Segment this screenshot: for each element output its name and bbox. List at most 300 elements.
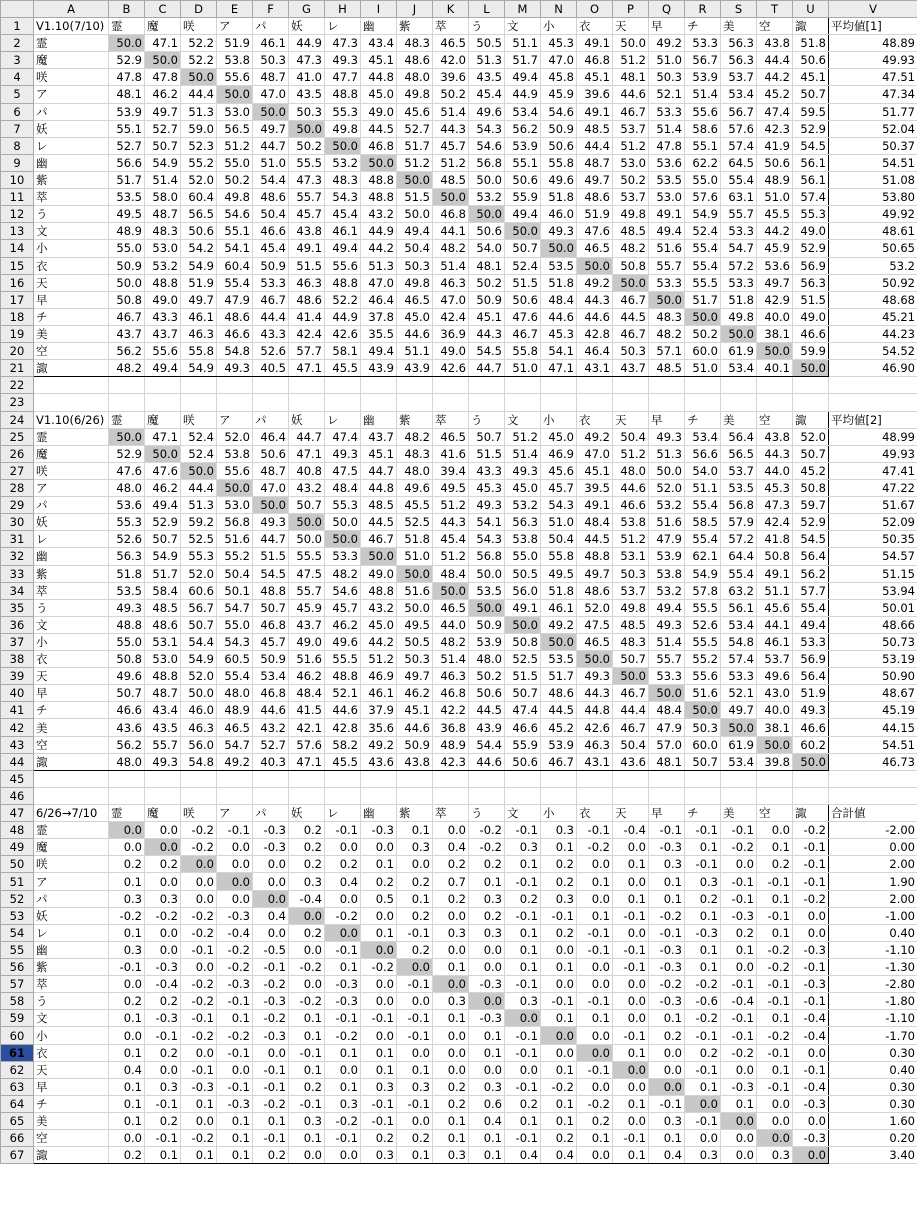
value-cell[interactable]: 0.4 [649,1147,685,1164]
value-cell[interactable]: -0.3 [145,1010,181,1027]
value-cell[interactable]: -0.1 [577,941,613,958]
summary-cell[interactable]: -1.30 [829,959,917,976]
value-cell[interactable]: -0.2 [109,907,145,924]
value-cell[interactable]: 42.9 [757,291,793,308]
value-cell[interactable]: 47.1 [541,360,577,377]
value-cell[interactable]: 49.3 [253,514,289,531]
column-header-P[interactable]: P [613,1,649,18]
value-cell[interactable]: 42.3 [757,120,793,137]
value-cell[interactable]: 56.5 [181,206,217,223]
value-cell[interactable]: 44.6 [577,308,613,325]
cell[interactable] [649,377,685,394]
value-cell[interactable]: 50.0 [361,154,397,171]
value-cell[interactable]: 40.1 [757,360,793,377]
value-cell[interactable]: -0.4 [145,976,181,993]
value-cell[interactable]: 0.0 [145,839,181,856]
value-cell[interactable]: -0.1 [217,1044,253,1061]
value-cell[interactable]: -0.2 [541,1078,577,1095]
value-cell[interactable]: 45.7 [253,633,289,650]
value-cell[interactable]: 47.4 [325,428,361,445]
cell[interactable] [217,394,253,411]
value-cell[interactable]: 0.4 [541,1147,577,1164]
value-cell[interactable]: 49.4 [505,69,541,86]
row-header[interactable]: 37 [1,633,34,650]
value-cell[interactable]: 0.0 [145,1061,181,1078]
value-cell[interactable]: 49.1 [289,240,325,257]
value-cell[interactable]: 0.1 [757,839,793,856]
value-cell[interactable]: 0.0 [505,1061,541,1078]
value-cell[interactable]: -0.1 [685,1027,721,1044]
summary-cell[interactable]: 44.23 [829,325,917,342]
value-cell[interactable]: 45.0 [361,86,397,103]
row-label[interactable]: 萃 [34,976,109,993]
value-cell[interactable]: 0.3 [469,1078,505,1095]
table-col-header[interactable]: 早 [649,18,685,35]
cell[interactable] [361,770,397,787]
summary-cell[interactable]: 1.60 [829,1113,917,1130]
value-cell[interactable]: 56.5 [721,445,757,462]
value-cell[interactable]: 50.9 [397,736,433,753]
value-cell[interactable]: 45.9 [289,599,325,616]
value-cell[interactable]: -0.3 [145,959,181,976]
value-cell[interactable]: 44.1 [433,223,469,240]
value-cell[interactable]: 55.0 [217,616,253,633]
value-cell[interactable]: 50.0 [325,137,361,154]
value-cell[interactable]: 46.4 [253,428,289,445]
value-cell[interactable]: 56.8 [217,514,253,531]
value-cell[interactable]: 49.5 [541,565,577,582]
value-cell[interactable]: 53.8 [217,445,253,462]
value-cell[interactable]: 59.0 [181,120,217,137]
row-label[interactable]: 幽 [34,941,109,958]
value-cell[interactable]: 55.8 [181,343,217,360]
value-cell[interactable]: 43.7 [145,325,181,342]
value-cell[interactable]: 46.3 [433,668,469,685]
value-cell[interactable]: 43.9 [397,360,433,377]
value-cell[interactable]: 50.6 [757,154,793,171]
value-cell[interactable]: -0.2 [181,907,217,924]
value-cell[interactable]: 56.1 [793,171,829,188]
value-cell[interactable]: 51.2 [433,497,469,514]
value-cell[interactable]: 48.8 [361,582,397,599]
value-cell[interactable]: 46.5 [433,599,469,616]
value-cell[interactable]: 48.2 [613,240,649,257]
value-cell[interactable]: 46.4 [361,291,397,308]
value-cell[interactable]: 53.3 [649,274,685,291]
value-cell[interactable]: -0.1 [685,856,721,873]
row-header[interactable]: 66 [1,1130,34,1147]
value-cell[interactable]: 53.6 [649,154,685,171]
value-cell[interactable]: 49.8 [325,120,361,137]
summary-cell[interactable]: 48.61 [829,223,917,240]
value-cell[interactable]: 48.9 [109,223,145,240]
value-cell[interactable]: 41.6 [433,445,469,462]
column-header-U[interactable]: U [793,1,829,18]
value-cell[interactable]: 0.1 [469,1130,505,1147]
value-cell[interactable]: 48.4 [289,685,325,702]
value-cell[interactable]: 50.0 [289,531,325,548]
table-col-header[interactable]: 文 [505,805,541,822]
value-cell[interactable]: 39.5 [577,479,613,496]
value-cell[interactable]: 50.0 [397,171,433,188]
value-cell[interactable]: 45.4 [253,240,289,257]
table-col-header[interactable]: 衣 [577,805,613,822]
table-col-header[interactable]: 萃 [433,18,469,35]
value-cell[interactable]: 56.6 [109,154,145,171]
cell[interactable] [397,377,433,394]
summary-cell[interactable]: 49.92 [829,206,917,223]
value-cell[interactable]: 50.3 [397,257,433,274]
value-cell[interactable]: 56.2 [505,120,541,137]
value-cell[interactable]: 0.1 [469,1027,505,1044]
value-cell[interactable]: 0.0 [613,976,649,993]
cell[interactable] [325,770,361,787]
value-cell[interactable]: 49.8 [613,206,649,223]
value-cell[interactable]: 0.0 [325,890,361,907]
value-cell[interactable]: 51.8 [109,565,145,582]
value-cell[interactable]: 0.1 [469,1147,505,1164]
row-header[interactable]: 16 [1,274,34,291]
value-cell[interactable]: 51.0 [505,360,541,377]
value-cell[interactable]: 44.6 [613,86,649,103]
value-cell[interactable]: 49.2 [541,616,577,633]
value-cell[interactable]: 0.1 [685,959,721,976]
value-cell[interactable]: 0.3 [649,1113,685,1130]
row-header[interactable]: 61 [1,1044,34,1061]
row-header[interactable]: 65 [1,1113,34,1130]
value-cell[interactable]: 45.1 [361,52,397,69]
value-cell[interactable]: 45.1 [577,69,613,86]
row-label[interactable]: 幽 [34,154,109,171]
value-cell[interactable]: 43.7 [361,428,397,445]
row-header[interactable]: 6 [1,103,34,120]
value-cell[interactable]: 0.2 [541,1130,577,1147]
value-cell[interactable]: -0.2 [181,822,217,839]
value-cell[interactable]: -0.1 [793,856,829,873]
value-cell[interactable]: 0.1 [541,959,577,976]
value-cell[interactable]: 0.2 [505,1095,541,1112]
value-cell[interactable]: 0.1 [181,1147,217,1164]
value-cell[interactable]: 50.4 [613,428,649,445]
value-cell[interactable]: 54.9 [145,548,181,565]
value-cell[interactable]: 51.5 [505,274,541,291]
row-label[interactable]: ア [34,86,109,103]
value-cell[interactable]: 53.4 [721,616,757,633]
row-label[interactable]: 文 [34,616,109,633]
value-cell[interactable]: 46.6 [793,719,829,736]
cell[interactable] [721,787,757,804]
table-col-header[interactable]: 空 [757,805,793,822]
value-cell[interactable]: 50.0 [505,223,541,240]
value-cell[interactable]: 50.9 [469,616,505,633]
cell[interactable] [325,377,361,394]
value-cell[interactable]: 49.4 [649,223,685,240]
value-cell[interactable]: -0.1 [253,1061,289,1078]
value-cell[interactable]: 54.3 [469,531,505,548]
cell[interactable] [613,394,649,411]
cell[interactable] [721,377,757,394]
value-cell[interactable]: 0.1 [433,1010,469,1027]
summary-cell[interactable]: 3.40 [829,1147,917,1164]
value-cell[interactable]: 58.5 [685,514,721,531]
table-col-header[interactable]: 諏 [793,18,829,35]
row-header[interactable]: 35 [1,599,34,616]
cell[interactable] [181,787,217,804]
value-cell[interactable]: 41.5 [289,702,325,719]
value-cell[interactable]: -0.2 [289,993,325,1010]
value-cell[interactable]: 0.2 [109,856,145,873]
summary-cell[interactable]: 51.67 [829,497,917,514]
value-cell[interactable]: 55.5 [685,599,721,616]
value-cell[interactable]: 0.0 [613,993,649,1010]
value-cell[interactable]: 46.7 [109,308,145,325]
value-cell[interactable]: 50.7 [109,685,145,702]
value-cell[interactable]: 50.6 [541,137,577,154]
table-col-header[interactable]: 空 [757,18,793,35]
row-label[interactable]: 魔 [34,445,109,462]
cell[interactable] [613,377,649,394]
table-col-header[interactable]: パ [253,18,289,35]
value-cell[interactable]: 43.3 [145,308,181,325]
value-cell[interactable]: 43.3 [469,462,505,479]
value-cell[interactable]: 53.7 [613,189,649,206]
value-cell[interactable]: 50.0 [109,274,145,291]
value-cell[interactable]: 44.6 [541,308,577,325]
table-col-header[interactable]: 萃 [433,805,469,822]
table-title[interactable]: 6/26→7/10 [34,805,109,822]
value-cell[interactable]: 0.0 [397,856,433,873]
value-cell[interactable]: 53.2 [325,154,361,171]
value-cell[interactable]: 60.2 [793,736,829,753]
value-cell[interactable]: 51.5 [289,257,325,274]
value-cell[interactable]: 54.1 [217,240,253,257]
value-cell[interactable]: 56.8 [469,154,505,171]
value-cell[interactable]: 40.8 [289,462,325,479]
value-cell[interactable]: 56.2 [793,565,829,582]
row-header[interactable]: 63 [1,1078,34,1095]
summary-cell[interactable]: 49.93 [829,52,917,69]
value-cell[interactable]: 44.2 [361,240,397,257]
value-cell[interactable]: 50.0 [649,462,685,479]
value-cell[interactable]: 47.0 [253,479,289,496]
value-cell[interactable]: 0.1 [685,941,721,958]
value-cell[interactable]: 0.2 [289,839,325,856]
row-header[interactable]: 3 [1,52,34,69]
value-cell[interactable]: 48.5 [649,360,685,377]
value-cell[interactable]: 48.5 [433,171,469,188]
row-header[interactable]: 19 [1,325,34,342]
value-cell[interactable]: 0.2 [109,993,145,1010]
row-label[interactable]: 衣 [34,1044,109,1061]
summary-cell[interactable]: -1.00 [829,907,917,924]
summary-cell[interactable]: 54.51 [829,736,917,753]
value-cell[interactable]: 0.3 [541,822,577,839]
value-cell[interactable]: 56.4 [793,548,829,565]
value-cell[interactable]: 45.9 [541,86,577,103]
cell[interactable] [757,377,793,394]
value-cell[interactable]: 52.1 [325,685,361,702]
value-cell[interactable]: 44.9 [361,223,397,240]
row-label[interactable]: 文 [34,1010,109,1027]
row-label[interactable]: う [34,206,109,223]
value-cell[interactable]: -0.2 [685,976,721,993]
value-cell[interactable]: 36.9 [433,325,469,342]
cell[interactable] [289,377,325,394]
value-cell[interactable]: 0.0 [181,1113,217,1130]
value-cell[interactable]: 44.2 [757,69,793,86]
cell[interactable] [577,770,613,787]
value-cell[interactable]: 48.5 [577,120,613,137]
value-cell[interactable]: 45.3 [469,479,505,496]
value-cell[interactable]: 48.0 [397,462,433,479]
summary-cell[interactable]: 50.65 [829,240,917,257]
value-cell[interactable]: 49.5 [433,479,469,496]
column-header-F[interactable]: F [253,1,289,18]
value-cell[interactable]: 0.0 [649,1078,685,1095]
summary-cell[interactable]: 44.15 [829,719,917,736]
value-cell[interactable]: 46.7 [613,719,649,736]
value-cell[interactable]: 45.7 [541,479,577,496]
value-cell[interactable]: 48.6 [253,189,289,206]
value-cell[interactable]: 50.0 [613,668,649,685]
value-cell[interactable]: 50.3 [289,103,325,120]
value-cell[interactable]: 52.4 [181,428,217,445]
value-cell[interactable]: 48.3 [145,223,181,240]
value-cell[interactable]: 62.2 [685,154,721,171]
value-cell[interactable]: 0.2 [397,1130,433,1147]
value-cell[interactable]: 51.1 [505,35,541,52]
value-cell[interactable]: 52.9 [793,514,829,531]
value-cell[interactable]: 0.1 [361,856,397,873]
value-cell[interactable]: 46.5 [397,291,433,308]
value-cell[interactable]: 49.6 [109,668,145,685]
value-cell[interactable]: 52.6 [685,616,721,633]
value-cell[interactable]: 43.2 [289,479,325,496]
value-cell[interactable]: -0.1 [721,976,757,993]
value-cell[interactable]: -0.3 [649,941,685,958]
cell[interactable] [34,377,109,394]
value-cell[interactable]: -0.1 [181,1010,217,1027]
cell[interactable] [505,787,541,804]
value-cell[interactable]: 0.1 [289,1061,325,1078]
value-cell[interactable]: 50.1 [217,582,253,599]
value-cell[interactable]: 50.0 [433,189,469,206]
summary-cell[interactable]: 0.40 [829,1061,917,1078]
value-cell[interactable]: 0.4 [433,839,469,856]
column-header-V[interactable]: V [829,1,917,18]
value-cell[interactable]: 51.5 [505,668,541,685]
value-cell[interactable]: -0.1 [721,890,757,907]
value-cell[interactable]: 0.1 [397,822,433,839]
value-cell[interactable]: 48.2 [433,633,469,650]
value-cell[interactable]: -0.2 [253,1095,289,1112]
summary-cell[interactable]: 45.19 [829,702,917,719]
value-cell[interactable]: 50.7 [685,753,721,770]
cell[interactable] [181,377,217,394]
value-cell[interactable]: 44.5 [613,308,649,325]
value-cell[interactable]: 0.1 [109,1113,145,1130]
value-cell[interactable]: 50.0 [289,120,325,137]
value-cell[interactable]: -0.1 [217,1078,253,1095]
value-cell[interactable]: 53.2 [145,257,181,274]
row-label[interactable]: 霊 [34,822,109,839]
value-cell[interactable]: 54.2 [181,240,217,257]
summary-cell[interactable]: 53.2 [829,257,917,274]
value-cell[interactable]: 53.4 [505,103,541,120]
value-cell[interactable]: 46.1 [541,599,577,616]
value-cell[interactable]: -0.2 [469,822,505,839]
value-cell[interactable]: 51.7 [145,565,181,582]
value-cell[interactable]: 46.3 [181,719,217,736]
value-cell[interactable]: 49.3 [649,616,685,633]
value-cell[interactable]: 0.0 [433,1061,469,1078]
value-cell[interactable]: 49.0 [145,291,181,308]
row-label[interactable]: 霊 [34,35,109,52]
value-cell[interactable]: 0.2 [541,873,577,890]
value-cell[interactable]: 50.6 [469,685,505,702]
value-cell[interactable]: -0.3 [649,993,685,1010]
summary-cell[interactable]: 54.57 [829,548,917,565]
value-cell[interactable]: -0.1 [757,1044,793,1061]
value-cell[interactable]: 49.3 [217,360,253,377]
table-col-header[interactable]: 小 [541,18,577,35]
value-cell[interactable]: 52.7 [253,736,289,753]
value-cell[interactable]: -0.2 [721,1044,757,1061]
table-col-header[interactable]: 萃 [433,411,469,428]
column-header-A[interactable]: A [34,1,109,18]
table-col-header[interactable]: ア [217,18,253,35]
cell[interactable] [505,377,541,394]
value-cell[interactable]: 55.7 [289,582,325,599]
value-cell[interactable]: 53.5 [109,189,145,206]
row-label[interactable]: 紫 [34,171,109,188]
value-cell[interactable]: 50.9 [109,257,145,274]
value-cell[interactable]: 46.0 [541,206,577,223]
cell[interactable] [685,377,721,394]
cell[interactable] [361,394,397,411]
value-cell[interactable]: 44.5 [361,120,397,137]
value-cell[interactable]: 47.6 [145,462,181,479]
value-cell[interactable]: 46.7 [613,291,649,308]
value-cell[interactable]: 44.7 [253,137,289,154]
value-cell[interactable]: 50.0 [397,599,433,616]
table-col-header[interactable]: チ [685,18,721,35]
value-cell[interactable]: 46.2 [145,86,181,103]
value-cell[interactable]: 0.1 [433,959,469,976]
table-col-header[interactable]: 空 [757,411,793,428]
value-cell[interactable]: 55.6 [217,69,253,86]
value-cell[interactable]: 0.2 [145,993,181,1010]
value-cell[interactable]: 0.0 [217,890,253,907]
value-cell[interactable]: 0.2 [649,1027,685,1044]
value-cell[interactable]: 0.0 [361,993,397,1010]
value-cell[interactable]: 0.3 [433,924,469,941]
value-cell[interactable]: -0.2 [181,993,217,1010]
value-cell[interactable]: 0.0 [253,1044,289,1061]
table-col-header[interactable]: う [469,18,505,35]
value-cell[interactable]: -0.1 [613,959,649,976]
value-cell[interactable]: 48.1 [649,753,685,770]
value-cell[interactable]: 0.1 [145,1147,181,1164]
value-cell[interactable]: -0.3 [253,993,289,1010]
value-cell[interactable]: -0.2 [793,822,829,839]
value-cell[interactable]: 53.6 [757,257,793,274]
value-cell[interactable]: 35.6 [361,719,397,736]
value-cell[interactable]: -0.2 [721,839,757,856]
value-cell[interactable]: 45.4 [325,206,361,223]
value-cell[interactable]: 49.6 [397,479,433,496]
value-cell[interactable]: 50.5 [397,633,433,650]
